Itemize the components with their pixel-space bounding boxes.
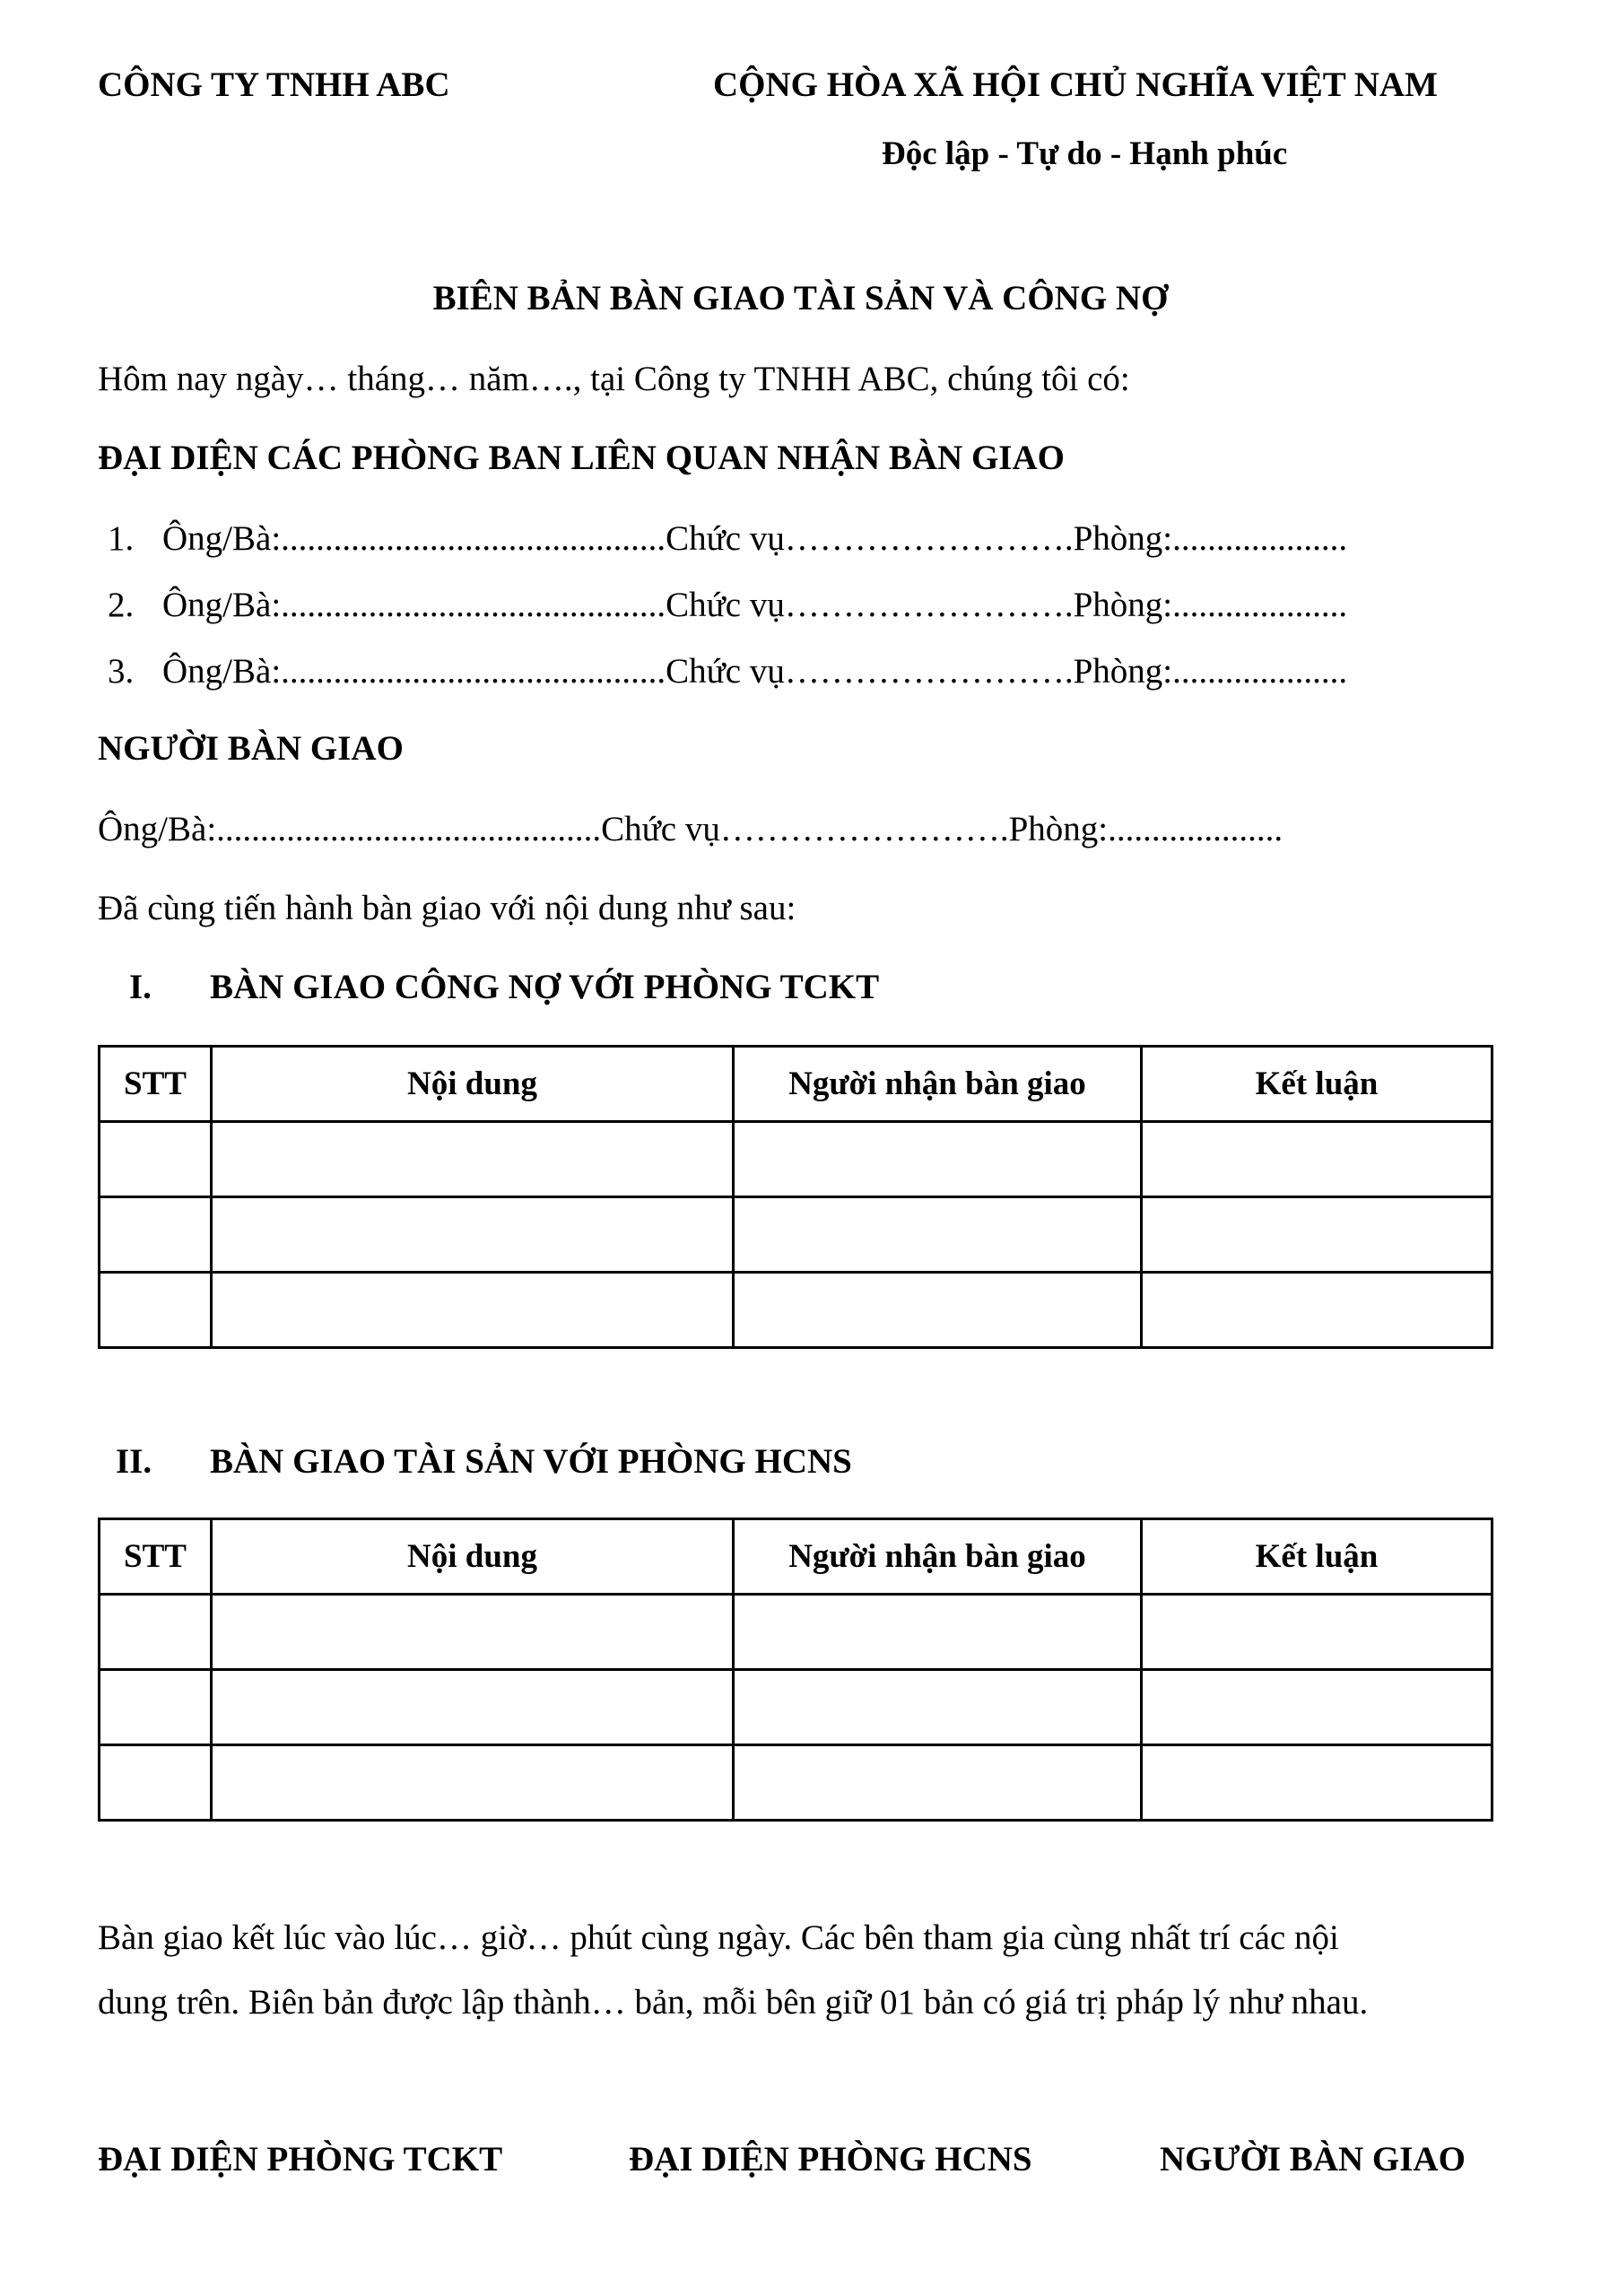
section-1-title: BÀN GIAO CÔNG NỢ VỚI PHÒNG TCKT xyxy=(210,968,880,1006)
column-header-stt: STT xyxy=(100,1519,212,1595)
receivers-heading: ĐẠI DIỆN CÁC PHÒNG BAN LIÊN QUAN NHẬN BÀN GIAO xyxy=(98,439,1065,477)
table-header-row xyxy=(100,1519,1492,1595)
nation-title: CỘNG HÒA XÃ HỘI CHỦ NGHĨA VIỆT NAM xyxy=(713,65,1438,104)
column-header-receiver: Người nhận bàn giao xyxy=(734,1047,1142,1122)
asset-handover-table xyxy=(98,1518,1493,1822)
column-header-receiver: Người nhận bàn giao xyxy=(734,1519,1142,1595)
table-cell[interactable] xyxy=(1142,1595,1492,1670)
debt-handover-table xyxy=(98,1045,1493,1349)
table-cell[interactable] xyxy=(100,1670,212,1745)
table-cell[interactable] xyxy=(212,1197,734,1273)
table-cell[interactable] xyxy=(100,1197,212,1273)
company-name: CÔNG TY TNHH ABC xyxy=(98,65,450,104)
closing-line-1: Bàn giao kết lúc vào lúc… giờ… phút cùng ngày. Các bên tham gia cùng nhất trí các nội xyxy=(98,1918,1339,1957)
section-1-number: I. xyxy=(129,968,152,1006)
table-row xyxy=(100,1745,1492,1821)
section-2-number: II. xyxy=(116,1442,152,1481)
handover-line: Ông/Bà:............................................Chức vụ…………………….Phòng:.................... xyxy=(98,810,1283,848)
table-cell[interactable] xyxy=(734,1595,1142,1670)
table-cell[interactable] xyxy=(734,1197,1142,1273)
document-title: BIÊN BẢN BÀN GIAO TÀI SẢN VÀ CÔNG NỢ xyxy=(432,279,1169,317)
section-2-title: BÀN GIAO TÀI SẢN VỚI PHÒNG HCNS xyxy=(210,1442,852,1481)
handover-heading: NGƯỜI BÀN GIAO xyxy=(98,729,404,768)
table-cell[interactable] xyxy=(212,1122,734,1197)
nation-motto: Độc lập - Tự do - Hạnh phúc xyxy=(882,135,1288,172)
table-cell[interactable] xyxy=(734,1745,1142,1821)
receiver-number: 2. xyxy=(108,586,135,624)
receiver-number: 3. xyxy=(108,652,135,691)
table-row xyxy=(100,1122,1492,1197)
table-cell[interactable] xyxy=(734,1273,1142,1348)
table-cell[interactable] xyxy=(100,1595,212,1670)
closing-line-2: dung trên. Biên bản được lập thành… bản, mỗi bên giữ 01 bản có giá trị pháp lý như nhau. xyxy=(98,1983,1369,2022)
table-row xyxy=(100,1273,1492,1348)
column-header-content: Nội dung xyxy=(212,1047,734,1122)
table-cell[interactable] xyxy=(100,1122,212,1197)
table-cell[interactable] xyxy=(212,1670,734,1745)
table-cell[interactable] xyxy=(1142,1122,1492,1197)
table-cell[interactable] xyxy=(100,1273,212,1348)
signature-tckt: ĐẠI DIỆN PHÒNG TCKT xyxy=(98,2140,503,2179)
column-header-stt: STT xyxy=(100,1047,212,1122)
table-cell[interactable] xyxy=(212,1595,734,1670)
table-row xyxy=(100,1595,1492,1670)
table-cell[interactable] xyxy=(100,1745,212,1821)
signature-handover-person: NGƯỜI BÀN GIAO xyxy=(1160,2140,1466,2179)
receiver-line: Ông/Bà:............................................Chức vụ…………………….Phòng:.................... xyxy=(162,652,1348,691)
table-row xyxy=(100,1670,1492,1745)
receiver-number: 1. xyxy=(108,519,135,558)
table-cell[interactable] xyxy=(1142,1273,1492,1348)
lead-text: Đã cùng tiến hành bàn giao với nội dung như sau: xyxy=(98,889,796,927)
table-cell[interactable] xyxy=(212,1745,734,1821)
table-cell[interactable] xyxy=(734,1670,1142,1745)
signature-hcns: ĐẠI DIỆN PHÒNG HCNS xyxy=(629,2140,1032,2179)
intro-text: Hôm nay ngày… tháng… năm…., tại Công ty TNHH ABC, chúng tôi có: xyxy=(98,360,1130,398)
receiver-line: Ông/Bà:............................................Chức vụ…………………….Phòng:.................... xyxy=(162,519,1348,558)
column-header-conclusion: Kết luận xyxy=(1142,1519,1492,1595)
table-row xyxy=(100,1197,1492,1273)
column-header-conclusion: Kết luận xyxy=(1142,1047,1492,1122)
table-cell[interactable] xyxy=(1142,1197,1492,1273)
table-cell[interactable] xyxy=(734,1122,1142,1197)
table-header-row xyxy=(100,1047,1492,1122)
table-cell[interactable] xyxy=(1142,1745,1492,1821)
column-header-content: Nội dung xyxy=(212,1519,734,1595)
receiver-line: Ông/Bà:............................................Chức vụ…………………….Phòng:.................... xyxy=(162,586,1348,624)
table-cell[interactable] xyxy=(212,1273,734,1348)
table-cell[interactable] xyxy=(1142,1670,1492,1745)
